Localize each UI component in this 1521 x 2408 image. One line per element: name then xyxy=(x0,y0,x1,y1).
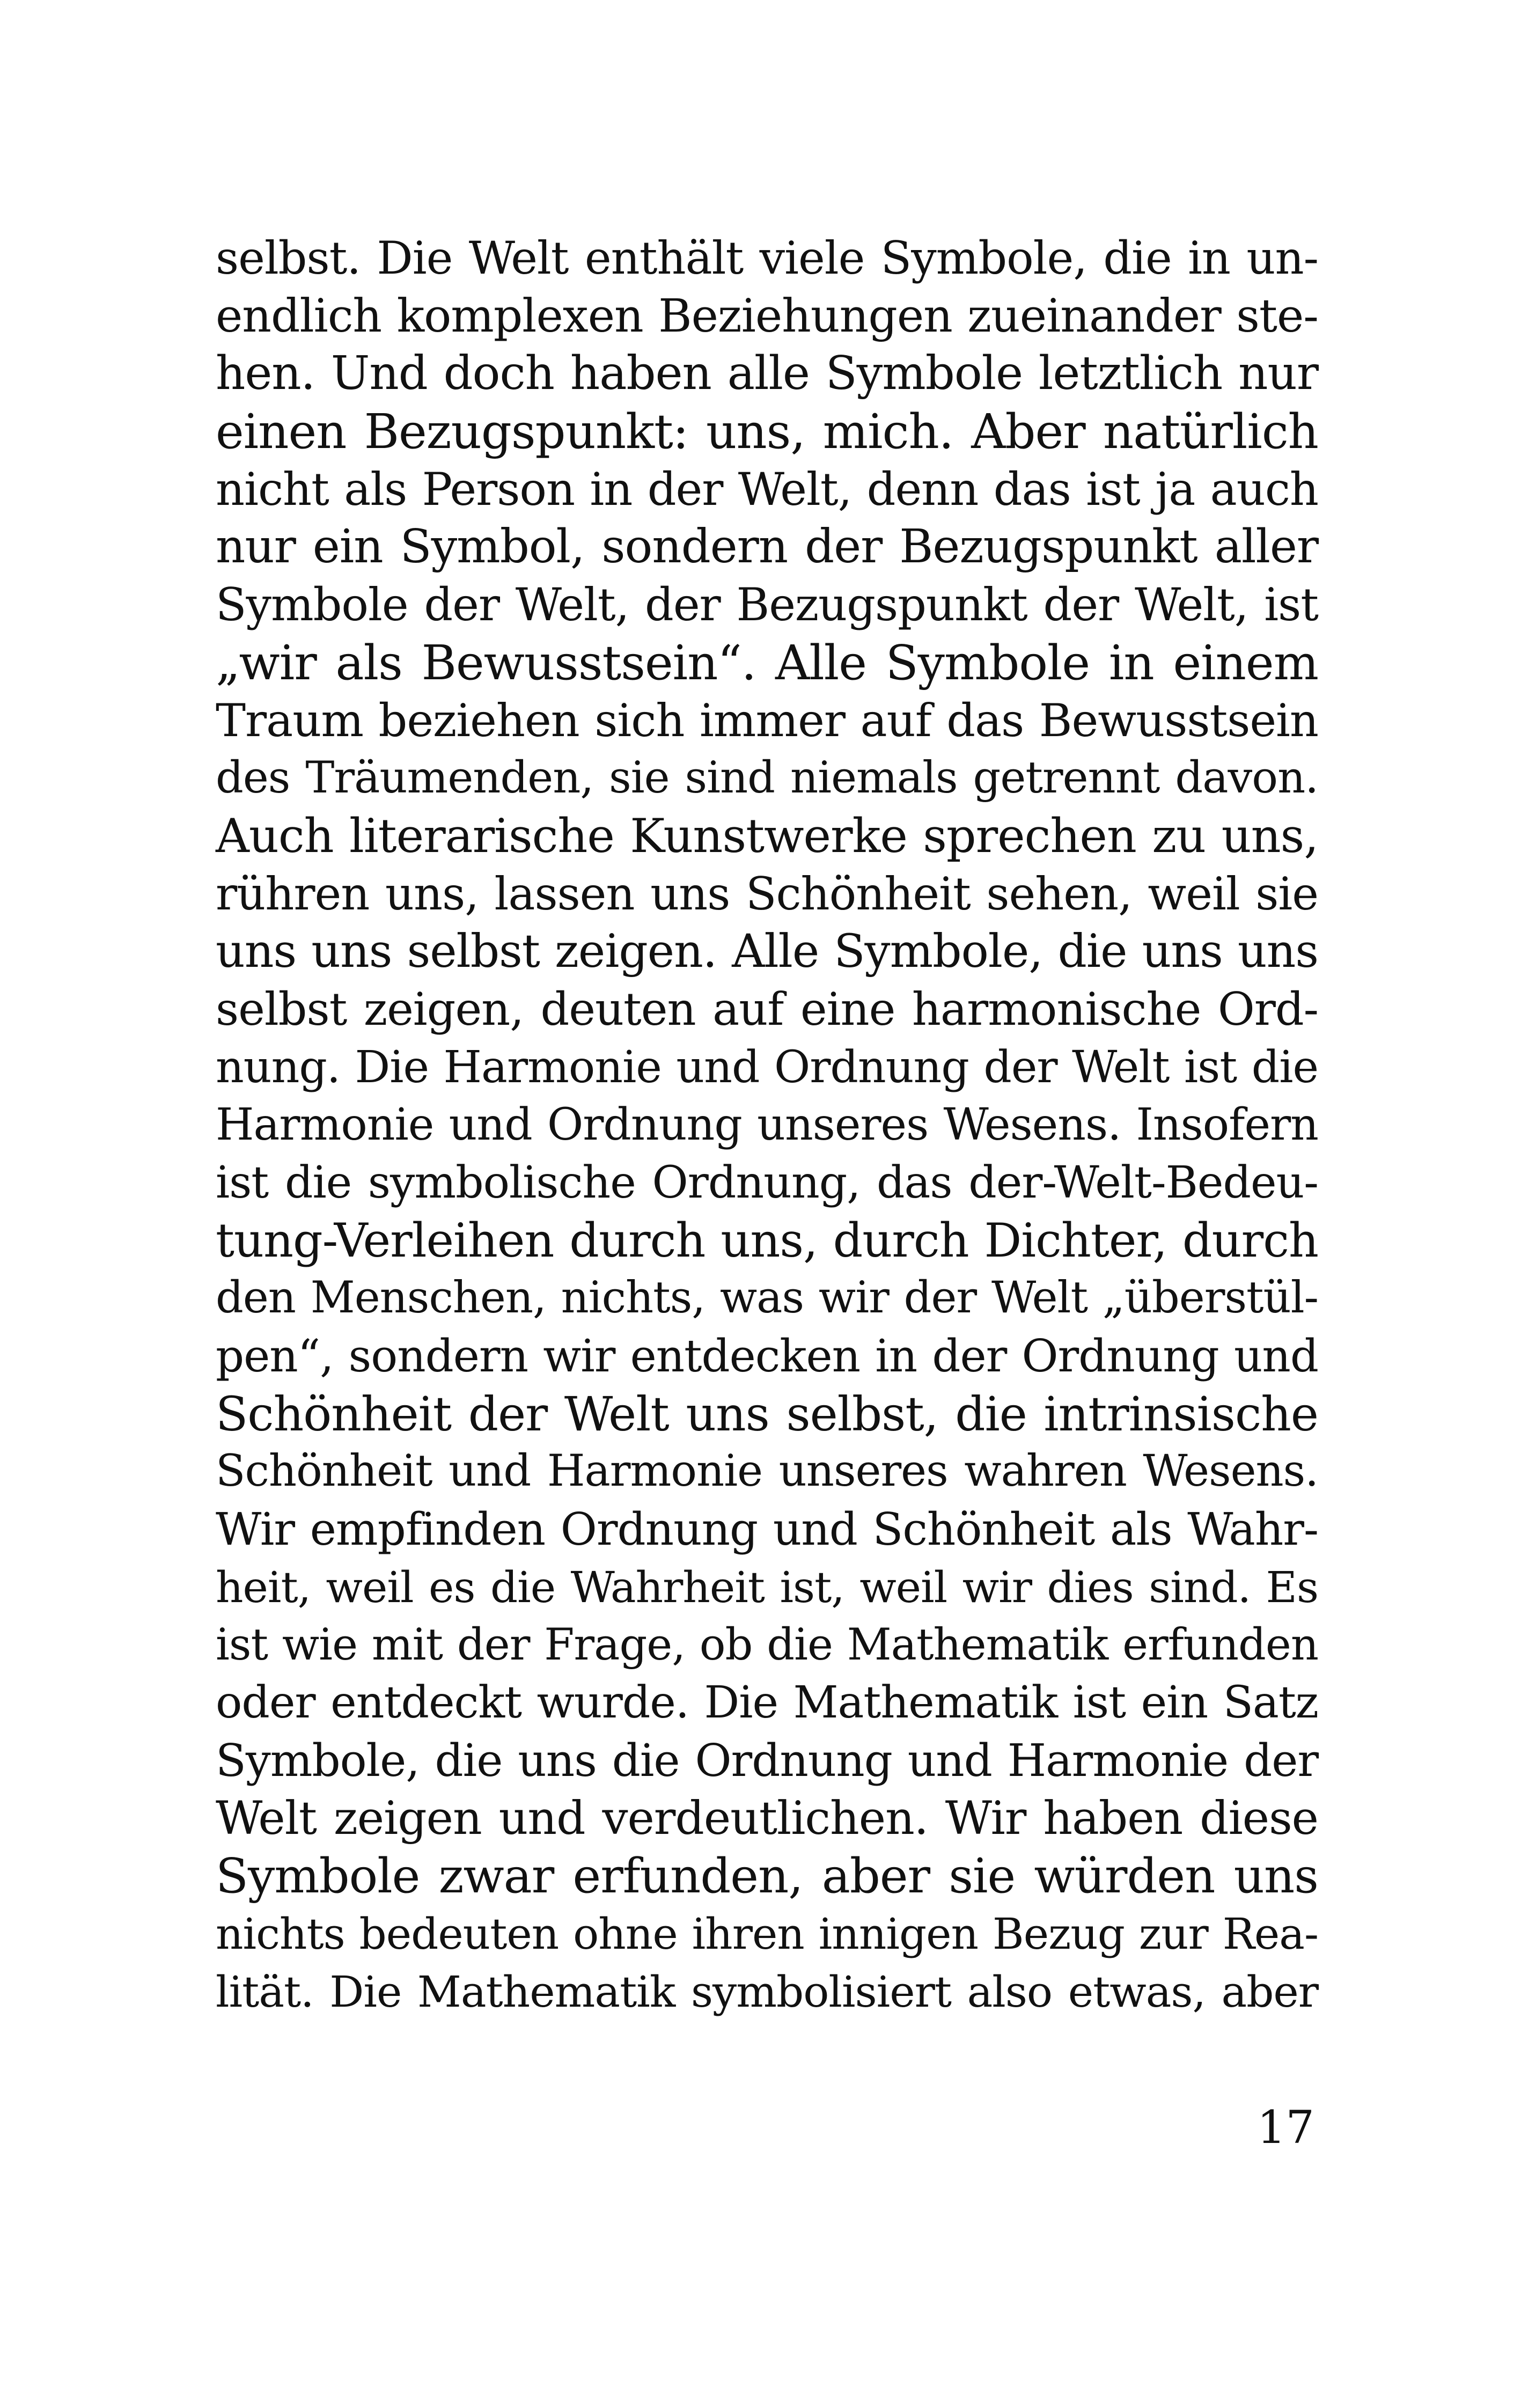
text-line: Auch literarische Kunstwerke sprechen zu uns, xyxy=(216,808,1318,863)
page-number: 17 xyxy=(1257,2101,1314,2154)
text-line: Wir empfinden Ordnung und Schönheit als Wahr- xyxy=(216,1503,1318,1556)
text-line: einen Bezugspunkt: uns, mich. Aber natürlich xyxy=(216,403,1318,460)
text-line: Schönheit und Harmonie unseres wahren Wesens. xyxy=(216,1446,1318,1497)
text-line: tung-Verleihen durch uns, durch Dichter, durch xyxy=(216,1213,1318,1268)
text-line: selbst zeigen, deuten auf eine harmonische Ord- xyxy=(216,982,1318,1036)
body-text xyxy=(216,230,1318,2021)
text-line: endlich komplexen Beziehungen zueinander ste- xyxy=(216,289,1318,343)
text-line: Symbole, die uns die Ordnung und Harmonie der xyxy=(216,1734,1318,1787)
text-line: nicht als Person in der Welt, denn das ist ja auch xyxy=(216,462,1318,516)
text-line: nung. Die Harmonie und Ordnung der Welt ist die xyxy=(216,1041,1318,1093)
text-line: des Träumenden, sie sind niemals getrennt davon. xyxy=(216,753,1318,804)
text-line: den Menschen, nichts, was wir der Welt „überstül- xyxy=(216,1273,1318,1324)
text-line: oder entdeckt wurde. Die Mathematik ist ein Satz xyxy=(216,1677,1318,1729)
text-line: nichts bedeuten ohne ihren innigen Bezug zur Rea- xyxy=(216,1908,1318,1959)
text-line: heit, weil es die Wahrheit ist, weil wir dies sind. Es xyxy=(216,1562,1318,1612)
text-line: nur ein Symbol, sondern der Bezugspunkt aller xyxy=(216,520,1318,574)
text-line: Welt zeigen und verdeutlichen. Wir haben diese xyxy=(216,1792,1318,1845)
text-line: pen“, sondern wir entdecken in der Ordnung und xyxy=(216,1330,1318,1383)
text-line: ist die symbolische Ordnung, das der-Welt-Bedeu- xyxy=(216,1157,1318,1208)
text-line: lität. Die Mathematik symbolisiert also etwas, aber xyxy=(216,1966,1318,2017)
text-line: uns uns selbst zeigen. Alle Symbole, die uns uns xyxy=(216,925,1318,979)
text-line: ist wie mit der Frage, ob die Mathematik erfunden xyxy=(216,1619,1318,1670)
text-line: Symbole der Welt, der Bezugspunkt der Welt, ist xyxy=(216,578,1318,632)
text-line: rühren uns, lassen uns Schönheit sehen, weil sie xyxy=(216,867,1318,920)
text-line: Schönheit der Welt uns selbst, die intrinsische xyxy=(216,1386,1318,1442)
text-line: hen. Und doch haben alle Symbole letztlich nur xyxy=(216,347,1318,401)
text-line: „wir als Bewusstsein“. Alle Symbole in einem xyxy=(216,634,1318,691)
text-line: selbst. Die Welt enthält viele Symbole, die in un- xyxy=(216,232,1318,284)
text-line: Symbole zwar erfunden, aber sie würden uns xyxy=(216,1848,1318,1904)
text-line: Harmonie und Ordnung unseres Wesens. Insofern xyxy=(216,1099,1318,1151)
text-line: Traum beziehen sich immer auf das Bewusstsein xyxy=(216,694,1318,747)
